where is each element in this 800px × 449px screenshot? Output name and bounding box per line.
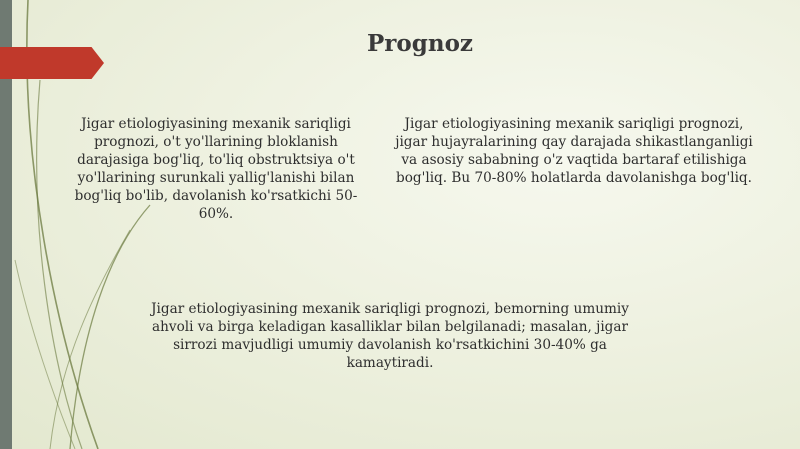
- paragraph-bottom: Jigar etiologiyasining mexanik sariqligi prognozi, bemorning umumiy ahvoli va birga keladigan kasalliklar bilan belgilanadi; masalan, jigar sirrozi mavjudligi umumiy davolanish ko'rsatkichini 30-40% ga kamaytiradi.: [151, 301, 629, 371]
- red-arrow-banner: [0, 47, 104, 79]
- paragraph-top-left: Jigar etiologiyasining mexanik sariqligi prognozi, o't yo'llarining bloklanish darajasiga bog'liq, to'liq obstruktsiya o't yo'llarining surunkali yallig'lanishi bilan bog'liq bo'lib, davolanish ko'rsatkichi 50-60%.: [74, 116, 358, 222]
- paragraph-top-right: Jigar etiologiyasining mexanik sariqligi prognozi, jigar hujayralarining qay darajada shikastlanganligi va asosiy sababning o'z vaqtida bartaraf etilishiga bog'liq. Bu 70-80% holatlarda davolanishga bog'liq.: [395, 116, 753, 186]
- slide-title: Prognoz: [367, 30, 473, 57]
